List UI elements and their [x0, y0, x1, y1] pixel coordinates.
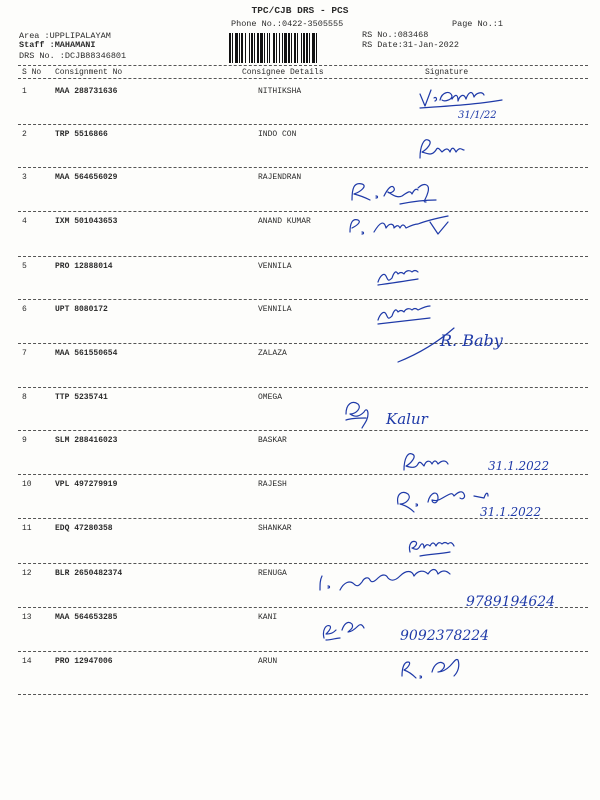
row-consignee: RAJENDRAN: [258, 173, 302, 182]
signature-8: [346, 402, 368, 428]
row-sno: 5: [22, 262, 27, 271]
row-consignment-no: TTP 5235741: [55, 393, 108, 402]
rs-date: RS Date:31-Jan-2022: [362, 40, 459, 50]
signature-10: [398, 492, 488, 512]
signature-2: [420, 140, 464, 158]
row-consignment-no: TRP 5516866: [55, 130, 108, 139]
signature-9-date: 31.1.2022: [488, 459, 550, 473]
row-sno: 14: [22, 657, 32, 666]
signature-5: [378, 271, 418, 286]
row-sno: 4: [22, 217, 27, 226]
row-consignee: OMEGA: [258, 393, 283, 402]
row-consignment-no: UPT 8080172: [55, 305, 108, 314]
row-consignment-no: PRO 12947006: [55, 657, 113, 666]
row-consignee: RENUGA: [258, 569, 287, 578]
col-header-consignment: Consignment No: [55, 68, 123, 77]
col-header-consignee: Consignee Details: [242, 68, 324, 77]
signature-12-phone: 9789194624: [466, 594, 556, 610]
row-sno: 2: [22, 130, 27, 139]
signature-8-text: Kalur: [386, 410, 428, 428]
signature-13: [323, 622, 364, 640]
row-sno: 1: [22, 87, 27, 96]
row-sno: 10: [22, 480, 32, 489]
row-consignee: RAJESH: [258, 480, 287, 489]
row-consignment-no: MAA 564653285: [55, 613, 118, 622]
row-sno: 11: [22, 524, 32, 533]
row-consignee: ANAND KUMAR: [258, 217, 311, 226]
row-consignment-no: MAA 564656029: [55, 173, 118, 182]
row-consignee: NITHIKSHA: [258, 87, 302, 96]
phone-number: Phone No.:0422-3505555: [231, 19, 344, 29]
row-consignee: KANI: [258, 613, 278, 622]
row-consignee: BASKAR: [258, 436, 287, 445]
signature-4: [350, 216, 448, 234]
signature-1: [420, 90, 502, 108]
signature-7-text: R. Baby: [440, 331, 503, 350]
row-consignment-no: EDQ 47280358: [55, 524, 113, 533]
row-consignment-no: SLM 288416023: [55, 436, 118, 445]
signature-14: [402, 659, 459, 678]
signature-13-phone: 9092378224: [400, 628, 490, 644]
row-sno: 8: [22, 393, 27, 402]
signature-12: [320, 570, 450, 591]
row-consignee: SHANKAR: [258, 524, 292, 533]
row-sno: 3: [22, 173, 27, 182]
row-consignment-no: MAA 561550654: [55, 349, 118, 358]
rs-number: RS No.:083468: [362, 30, 429, 40]
signature-3: [352, 184, 436, 204]
signature-10-date: 31.1.2022: [480, 505, 542, 519]
col-header-sno: S No: [22, 68, 42, 77]
row-sno: 12: [22, 569, 32, 578]
row-consignee: ARUN: [258, 657, 278, 666]
signature-6: [378, 306, 430, 324]
row-consignee: INDO CON: [258, 130, 297, 139]
row-sno: 7: [22, 349, 27, 358]
signature-1-date: 31/1/22: [458, 110, 497, 121]
area-label: Area :UPPLIPALAYAM: [19, 31, 111, 41]
row-consignee: ZALAZA: [258, 349, 287, 358]
signature-11: [409, 541, 454, 556]
row-consignment-no: PRO 12888014: [55, 262, 113, 271]
row-consignment-no: IXM 501043653: [55, 217, 118, 226]
staff-label: Staff :MAHAMANI: [19, 40, 96, 50]
signature-9: [404, 454, 448, 470]
row-consignee: VENNILA: [258, 262, 292, 271]
row-consignment-no: BLR 2650482374: [55, 569, 123, 578]
row-sno: 6: [22, 305, 27, 314]
col-header-signature: Signature: [425, 68, 469, 77]
row-consignment-no: VPL 497279919: [55, 480, 118, 489]
row-sno: 9: [22, 436, 27, 445]
row-consignment-no: MAA 288731636: [55, 87, 118, 96]
row-sno: 13: [22, 613, 32, 622]
report-title: TPC/CJB DRS - PCS: [251, 5, 349, 16]
drs-number: DRS No. :DCJB88346801: [19, 51, 127, 61]
page-number: Page No.:1: [452, 19, 504, 29]
row-consignee: VENNILA: [258, 305, 292, 314]
